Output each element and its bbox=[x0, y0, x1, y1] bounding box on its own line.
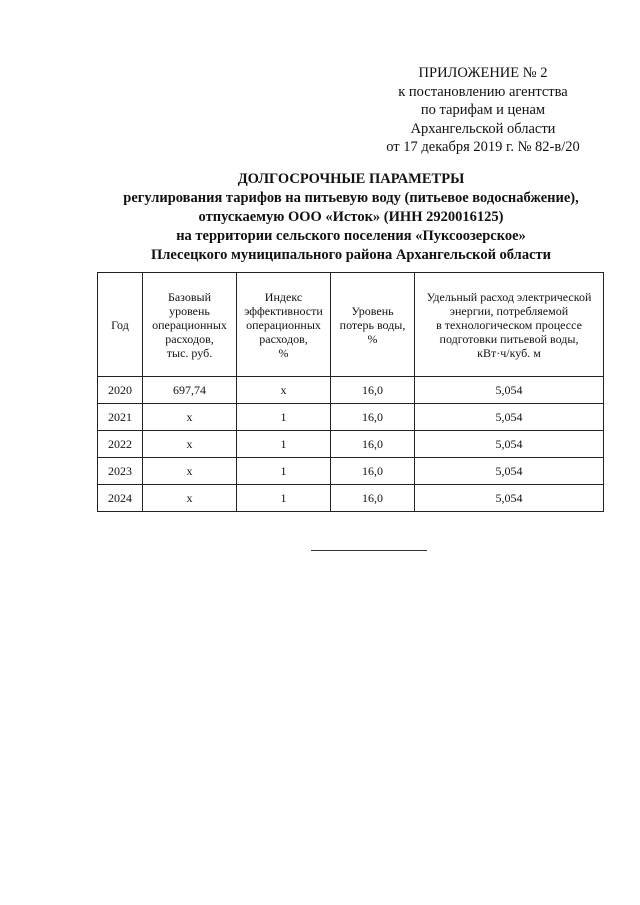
cell-water-loss: 16,0 bbox=[331, 458, 415, 485]
heading-title: ДОЛГОСРОЧНЫЕ ПАРАМЕТРЫ bbox=[237, 171, 465, 187]
table-row bbox=[98, 431, 604, 458]
document-heading bbox=[96, 170, 606, 265]
cell-water-loss: 16,0 bbox=[331, 485, 415, 512]
cell-year: 2022 bbox=[98, 431, 143, 458]
heading-line: на территории сельского поселения «Пуксоозерское» bbox=[176, 228, 526, 244]
cell-efficiency-index: х bbox=[237, 377, 331, 404]
heading-line: отпускаемую ООО «Исток» (ИНН 2920016125) bbox=[198, 209, 504, 225]
header-base-opex: Базовый уровень операционных расходов, тыс. руб. bbox=[143, 273, 237, 377]
cell-energy-consumption: 5,054 bbox=[415, 377, 604, 404]
table-row bbox=[98, 458, 604, 485]
table-row bbox=[98, 377, 604, 404]
cell-water-loss: 16,0 bbox=[331, 377, 415, 404]
cell-efficiency-index: 1 bbox=[237, 404, 331, 431]
cell-efficiency-index: 1 bbox=[237, 431, 331, 458]
appendix-line: по тарифам и ценам bbox=[420, 102, 546, 118]
appendix-line: Архангельской области bbox=[410, 120, 556, 137]
cell-efficiency-index: 1 bbox=[237, 485, 331, 512]
parameters-table bbox=[97, 272, 604, 512]
heading-line: Плесецкого муниципального района Архангельской области bbox=[151, 247, 551, 263]
header-water-loss: Уровень потерь воды, % bbox=[331, 273, 415, 377]
cell-year: 2023 bbox=[98, 458, 143, 485]
header-energy-consumption: Удельный расход электрической энергии, потребляемой в технологическом процессе подготовки питьевой воды, кВт·ч/куб. м bbox=[415, 273, 604, 377]
cell-energy-consumption: 5,054 bbox=[415, 404, 604, 431]
appendix-title: ПРИЛОЖЕНИЕ № 2 bbox=[418, 65, 548, 81]
cell-base-opex: х bbox=[143, 431, 237, 458]
appendix-block bbox=[360, 64, 606, 157]
cell-water-loss: 16,0 bbox=[331, 431, 415, 458]
appendix-line: к постановлению агентства bbox=[398, 83, 568, 100]
cell-base-opex: х bbox=[143, 458, 237, 485]
cell-efficiency-index: 1 bbox=[237, 458, 331, 485]
cell-energy-consumption: 5,054 bbox=[415, 485, 604, 512]
signature-divider-line bbox=[311, 550, 427, 551]
header-efficiency-index: Индекс эффективности операционных расходов, % bbox=[237, 273, 331, 377]
cell-year: 2024 bbox=[98, 485, 143, 512]
cell-energy-consumption: 5,054 bbox=[415, 458, 604, 485]
heading-line: регулирования тарифов на питьевую воду (питьевое водоснабжение), bbox=[123, 190, 579, 206]
header-year: Год bbox=[98, 273, 143, 377]
table-header-row bbox=[98, 273, 604, 377]
cell-base-opex: х bbox=[143, 404, 237, 431]
appendix-date: от 17 декабря 2019 г. № 82-в/20 bbox=[386, 139, 580, 155]
cell-year: 2021 bbox=[98, 404, 143, 431]
cell-year: 2020 bbox=[98, 377, 143, 404]
table-row bbox=[98, 485, 604, 512]
cell-base-opex: 697,74 bbox=[143, 377, 237, 404]
cell-water-loss: 16,0 bbox=[331, 404, 415, 431]
cell-energy-consumption: 5,054 bbox=[415, 431, 604, 458]
table-row bbox=[98, 404, 604, 431]
cell-base-opex: х bbox=[143, 485, 237, 512]
